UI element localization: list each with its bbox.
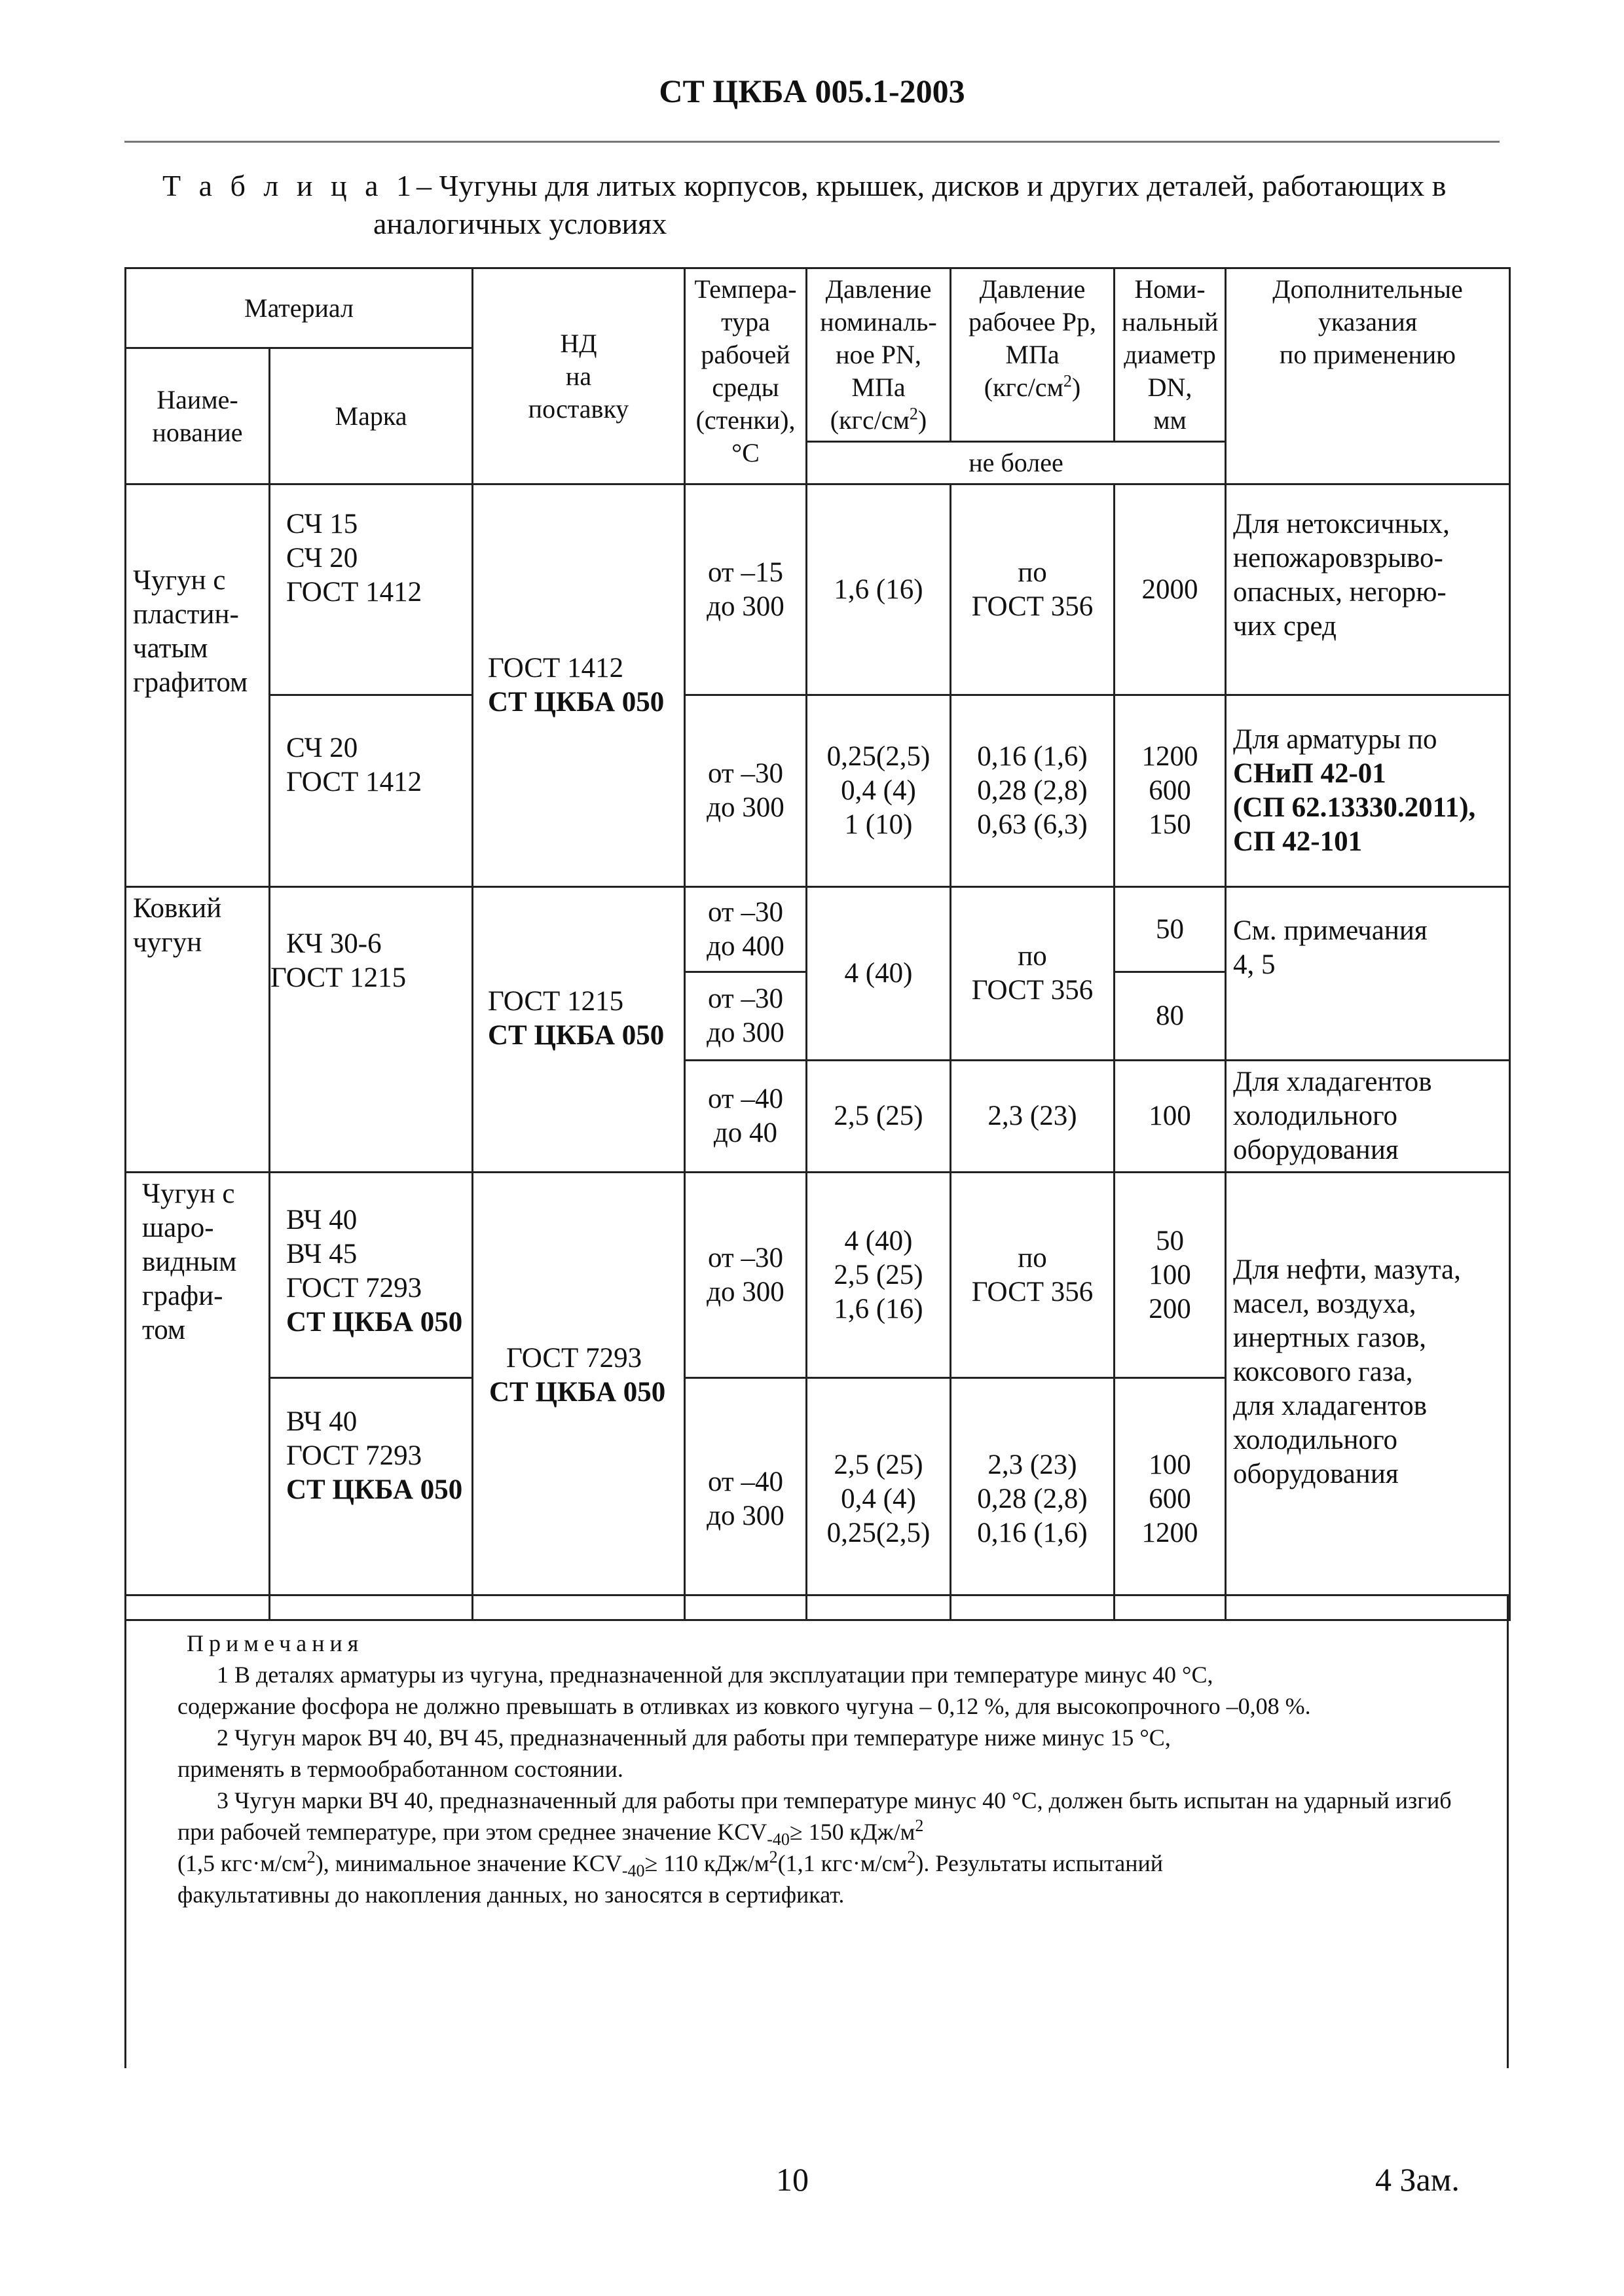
temperature-cell: от –30 до 400 <box>685 887 807 972</box>
table-row <box>126 887 1510 972</box>
dn-cell: 50 100 200 <box>1115 1173 1226 1378</box>
temperature-cell: от –40 до 40 <box>685 1061 807 1173</box>
notes-title: Примечания <box>187 1630 364 1656</box>
nd-cell: ГОСТ 1215 СТ ЦКБА 050 <box>473 887 685 1173</box>
grade-cell: КЧ 30-6 ГОСТ 1215 <box>270 887 473 1173</box>
header-material: Материал <box>126 268 473 348</box>
pp-cell: по ГОСТ 356 <box>951 484 1115 695</box>
temperature-cell: от –40 до 300 <box>685 1378 807 1620</box>
temperature-cell: от –30 до 300 <box>685 1173 807 1378</box>
caption-text-line2: аналогичных условиях <box>373 207 667 240</box>
dn-cell: 50 <box>1115 887 1226 972</box>
notes-cell: Для хладагентов холодильного оборудования <box>1226 1061 1510 1173</box>
note-1: 1 В деталях арматуры из чугуна, предназначенной для эксплуатации при температуре минус 40 °С, содержание фосфора не должно превышать в отливках из ковкого чугуна – 0,12 %, для высокопрочного –0,08 %. <box>177 1662 1311 1719</box>
notes-section <box>124 1594 1509 2068</box>
grade-cell: ВЧ 40 ГОСТ 7293 СТ ЦКБА 050 <box>270 1378 473 1620</box>
table-row <box>126 1173 1510 1378</box>
pn-cell: 0,25(2,5) 0,4 (4) 1 (10) <box>807 695 951 887</box>
header-name: Наиме- нование <box>126 348 270 484</box>
pn-cell: 2,5 (25) 0,4 (4) 0,25(2,5) <box>807 1378 951 1620</box>
cast-iron-table <box>124 267 1511 1621</box>
pp-cell: 2,3 (23) <box>951 1061 1115 1173</box>
grade-cell: СЧ 20 ГОСТ 1412 <box>270 695 473 887</box>
pp-cell: по ГОСТ 356 <box>951 887 1115 1061</box>
pn-cell: 1,6 (16) <box>807 484 951 695</box>
material-cell: Чугун с шаро- видным графи- том <box>126 1173 270 1620</box>
document-code: СТ ЦКБА 005.1-2003 <box>659 73 965 109</box>
pp-cell: по ГОСТ 356 <box>951 1173 1115 1378</box>
notes-cell: См. примечания 4, 5 <box>1226 887 1510 1061</box>
nd-cell: ГОСТ 7293 СТ ЦКБА 050 <box>473 1173 685 1620</box>
notes-cell: Для нетоксичных, непожаровзрыво- опасных, негорю- чих сред <box>1226 484 1510 695</box>
header-notes: Дополнительные указания по применению <box>1226 268 1510 484</box>
header-not-more: не более <box>807 442 1226 484</box>
material-cell: Ковкий чугун <box>126 887 270 1173</box>
table-caption <box>162 167 1538 243</box>
pn-cell: 2,5 (25) <box>807 1061 951 1173</box>
dn-cell: 80 <box>1115 972 1226 1061</box>
note-3: 3 Чугун марки ВЧ 40, предназначенный для работы при температуре минус 40 °С, должен быть испытан на ударный изгиб при рабочей температуре, при этом среднее значение $KCV_{-40}\ge 150$ кДж/$м^2$ (1,5 $кгс\cdot м/см^2$), минимальное значение $KCV_{-40}\ge 110$ кДж/$м^2(1,1$ $кгс\cdot м/см^2$). Результаты испытаний факультативны до накопления данных, но заносятся в сертификат. <box>177 1787 1452 1908</box>
pn-cell: 4 (40) 2,5 (25) 1,6 (16) <box>807 1173 951 1378</box>
pp-cell: 2,3 (23) 0,28 (2,8) 0,16 (1,6) <box>951 1378 1115 1620</box>
notes-cell: Для нефти, мазута, масел, воздуха, инертных газов, коксового газа, для хладагентов холодильного оборудования <box>1226 1173 1510 1620</box>
dn-cell: 100 <box>1115 1061 1226 1173</box>
pn-cell: 4 (40) <box>807 887 951 1061</box>
caption-text-line1: – Чугуны для литых корпусов, крышек, дисков и других деталей, работающих в <box>416 169 1447 202</box>
page-number: 10 <box>776 2161 809 2198</box>
dn-cell: 100 600 1200 <box>1115 1378 1226 1620</box>
temperature-cell: от –15 до 300 <box>685 484 807 695</box>
notes-cell: Для арматуры по СНиП 42-01 (СП 62.13330.2011), СП 42-101 <box>1226 695 1510 887</box>
header-pp: Давление рабочее Рр, МПа $(кгс/см^2)$ <box>951 268 1115 442</box>
header-nd: НД на поставку <box>473 268 685 484</box>
header-row-1 <box>126 268 1510 348</box>
header-grade: Марка <box>270 348 473 484</box>
temperature-cell: от –30 до 300 <box>685 695 807 887</box>
table-row <box>126 484 1510 695</box>
note-2: 2 Чугун марок ВЧ 40, ВЧ 45, предназначенный для работы при температуре ниже минус 15 °С, применять в термообработанном состоянии. <box>177 1724 1171 1782</box>
dn-cell: 2000 <box>1115 484 1226 695</box>
revision-mark: 4 Зам. <box>1375 2161 1460 2198</box>
dn-cell: 1200 600 150 <box>1115 695 1226 887</box>
header-dn: Номи- нальный диаметр DN, мм <box>1115 268 1226 442</box>
nd-cell: ГОСТ 1412 СТ ЦКБА 050 <box>473 484 685 887</box>
material-cell: Чугун с пластин- чатым графитом <box>126 484 270 887</box>
grade-cell: ВЧ 40 ВЧ 45 ГОСТ 7293 СТ ЦКБА 050 <box>270 1173 473 1378</box>
header-temperature: Темпера- тура рабочей среды (стенки), °С <box>685 268 807 484</box>
pp-cell: 0,16 (1,6) 0,28 (2,8) 0,63 (6,3) <box>951 695 1115 887</box>
table-row <box>126 695 1510 887</box>
header-pn: Давление номиналь- ное PN, МПа $(кгс/см^2)$ <box>807 268 951 442</box>
grade-cell: СЧ 15 СЧ 20 ГОСТ 1412 <box>270 484 473 695</box>
header-rule <box>124 141 1500 143</box>
caption-label: Т а б л и ц а 1 <box>162 169 417 202</box>
temperature-cell: от –30 до 300 <box>685 972 807 1061</box>
